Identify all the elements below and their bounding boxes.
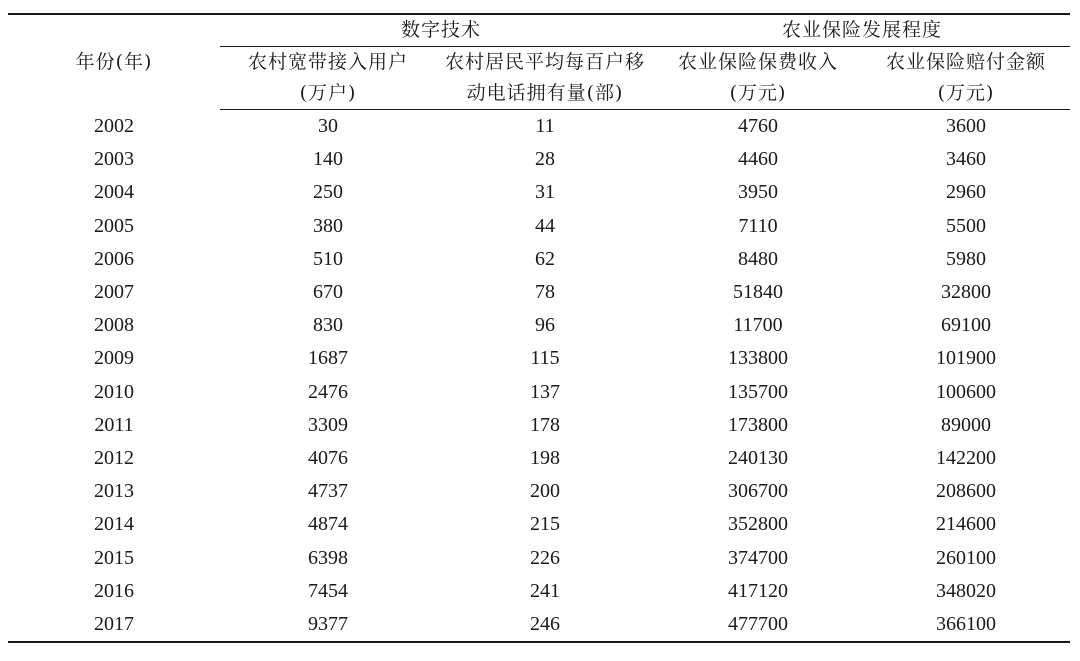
cell-broadband-users: 3309 [308, 413, 348, 436]
cell-mobile-phones: 44 [535, 214, 555, 237]
table-body [8, 110, 1070, 643]
cell-mobile-phones: 62 [535, 247, 555, 270]
cell-year: 2006 [94, 247, 134, 270]
cell-mobile-phones: 137 [530, 380, 560, 403]
cell-premium-income: 4460 [738, 148, 779, 171]
cell-broadband-users: 670 [313, 281, 343, 304]
cell-claim-payments: 348020 [936, 579, 997, 602]
cell-claim-payments: 69100 [941, 314, 992, 337]
cell-year: 2004 [94, 181, 134, 204]
cell-claim-payments: 366100 [862, 608, 1070, 642]
cell-broadband-users: 250 [313, 181, 343, 204]
cell-claim-payments: 89000 [941, 413, 992, 436]
cell-mobile-phones: 96 [535, 314, 555, 337]
cell-premium-income: 306700 [728, 480, 789, 503]
group-header-agri-insurance: 农业保险发展程度 [654, 14, 1070, 47]
cell-year: 2014 [94, 513, 134, 536]
cell-broadband-users: 830 [313, 314, 343, 337]
cell-premium-income: 417120 [728, 579, 789, 602]
cell-premium-income: 173800 [728, 413, 789, 436]
cell-mobile-phones: 11 [535, 115, 555, 137]
column-unit-mobile-phones: 动电话拥有量(部) [436, 78, 654, 110]
cell-year: 2005 [94, 214, 134, 237]
table-row [8, 575, 1070, 608]
column-unit-claim-payments: (万元) [862, 78, 1070, 110]
table-row [8, 110, 1070, 144]
cell-mobile-phones: 200 [530, 480, 560, 503]
table-row [8, 409, 1070, 442]
cell-year: 2013 [94, 480, 134, 503]
table-row [8, 143, 1070, 176]
cell-year: 2015 [94, 546, 134, 569]
column-header-broadband-users: 农村宽带接入用户 [247, 51, 408, 73]
cell-broadband-users: 6398 [308, 546, 348, 569]
cell-mobile-phones: 241 [530, 579, 560, 602]
cell-broadband-users: 510 [313, 247, 343, 270]
cell-claim-payments: 3460 [946, 148, 987, 171]
cell-broadband-users: 9377 [220, 608, 436, 642]
cell-claim-payments: 100600 [936, 380, 997, 403]
cell-claim-payments: 142200 [936, 447, 997, 470]
cell-year: 2011 [94, 413, 134, 436]
cell-premium-income: 51840 [733, 281, 784, 304]
cell-year: 2009 [94, 347, 134, 370]
column-header-premium-income: 农业保险保费收入 [678, 51, 839, 73]
table-header [8, 14, 1070, 110]
cell-premium-income: 352800 [728, 513, 789, 536]
cell-broadband-users: 2476 [308, 380, 348, 403]
cell-premium-income: 240130 [728, 447, 789, 470]
cell-premium-income: 7110 [738, 214, 778, 237]
cell-mobile-phones: 198 [530, 447, 560, 470]
data-table [8, 13, 1070, 643]
table-row [8, 210, 1070, 243]
cell-mobile-phones: 246 [436, 608, 654, 642]
table-row [8, 309, 1070, 342]
table-row [8, 243, 1070, 276]
table-row [8, 442, 1070, 475]
table-row [8, 542, 1070, 575]
group-header-digital-tech: 数字技术 [220, 14, 654, 47]
cell-claim-payments: 5500 [946, 214, 987, 237]
cell-broadband-users: 140 [313, 148, 343, 171]
cell-mobile-phones: 78 [535, 281, 555, 304]
table-row [8, 608, 1070, 642]
cell-premium-income: 133800 [728, 347, 789, 370]
cell-broadband-users: 1687 [308, 347, 348, 370]
cell-mobile-phones: 31 [535, 181, 555, 204]
cell-premium-income: 374700 [728, 546, 789, 569]
cell-year: 2012 [94, 447, 134, 470]
cell-claim-payments: 101900 [936, 347, 997, 370]
cell-premium-income: 11700 [733, 314, 783, 337]
year-column-header: 年份(年) [8, 14, 220, 110]
column-header-mobile-phones: 农村居民平均每百户移 [445, 51, 646, 73]
cell-mobile-phones: 226 [530, 546, 560, 569]
cell-year: 2007 [94, 281, 134, 304]
table-row [8, 475, 1070, 508]
table-row [8, 508, 1070, 541]
cell-mobile-phones: 178 [530, 413, 560, 436]
cell-claim-payments: 32800 [941, 281, 992, 304]
column-header-claim-payments: 农业保险赔付金额 [886, 51, 1047, 73]
cell-claim-payments: 214600 [936, 513, 997, 536]
cell-year: 2010 [94, 380, 134, 403]
table-row [8, 376, 1070, 409]
cell-premium-income: 8480 [738, 247, 779, 270]
cell-mobile-phones: 215 [530, 513, 560, 536]
cell-year: 2008 [94, 314, 134, 337]
column-unit-broadband-users: (万户) [220, 78, 436, 110]
table-row [8, 276, 1070, 309]
cell-claim-payments: 3600 [946, 115, 987, 137]
cell-claim-payments: 2960 [946, 181, 987, 204]
cell-premium-income: 477700 [654, 608, 862, 642]
cell-year: 2002 [94, 114, 134, 137]
cell-claim-payments: 5980 [946, 247, 987, 270]
cell-mobile-phones: 115 [530, 347, 560, 370]
column-unit-premium-income: (万元) [654, 78, 862, 110]
cell-premium-income: 4760 [738, 115, 779, 137]
cell-claim-payments: 260100 [936, 546, 997, 569]
cell-broadband-users: 4874 [308, 513, 348, 536]
cell-claim-payments: 208600 [936, 480, 997, 503]
cell-year: 2017 [8, 608, 220, 642]
cell-mobile-phones: 28 [535, 148, 555, 171]
cell-broadband-users: 7454 [308, 579, 348, 602]
cell-premium-income: 3950 [738, 181, 779, 204]
cell-broadband-users: 380 [313, 214, 343, 237]
cell-premium-income: 135700 [728, 380, 789, 403]
cell-broadband-users: 4076 [308, 447, 348, 470]
table-row [8, 176, 1070, 209]
cell-year: 2003 [94, 148, 134, 171]
cell-year: 2016 [94, 579, 134, 602]
table-row [8, 342, 1070, 375]
cell-broadband-users: 30 [318, 115, 338, 137]
cell-broadband-users: 4737 [308, 480, 348, 503]
